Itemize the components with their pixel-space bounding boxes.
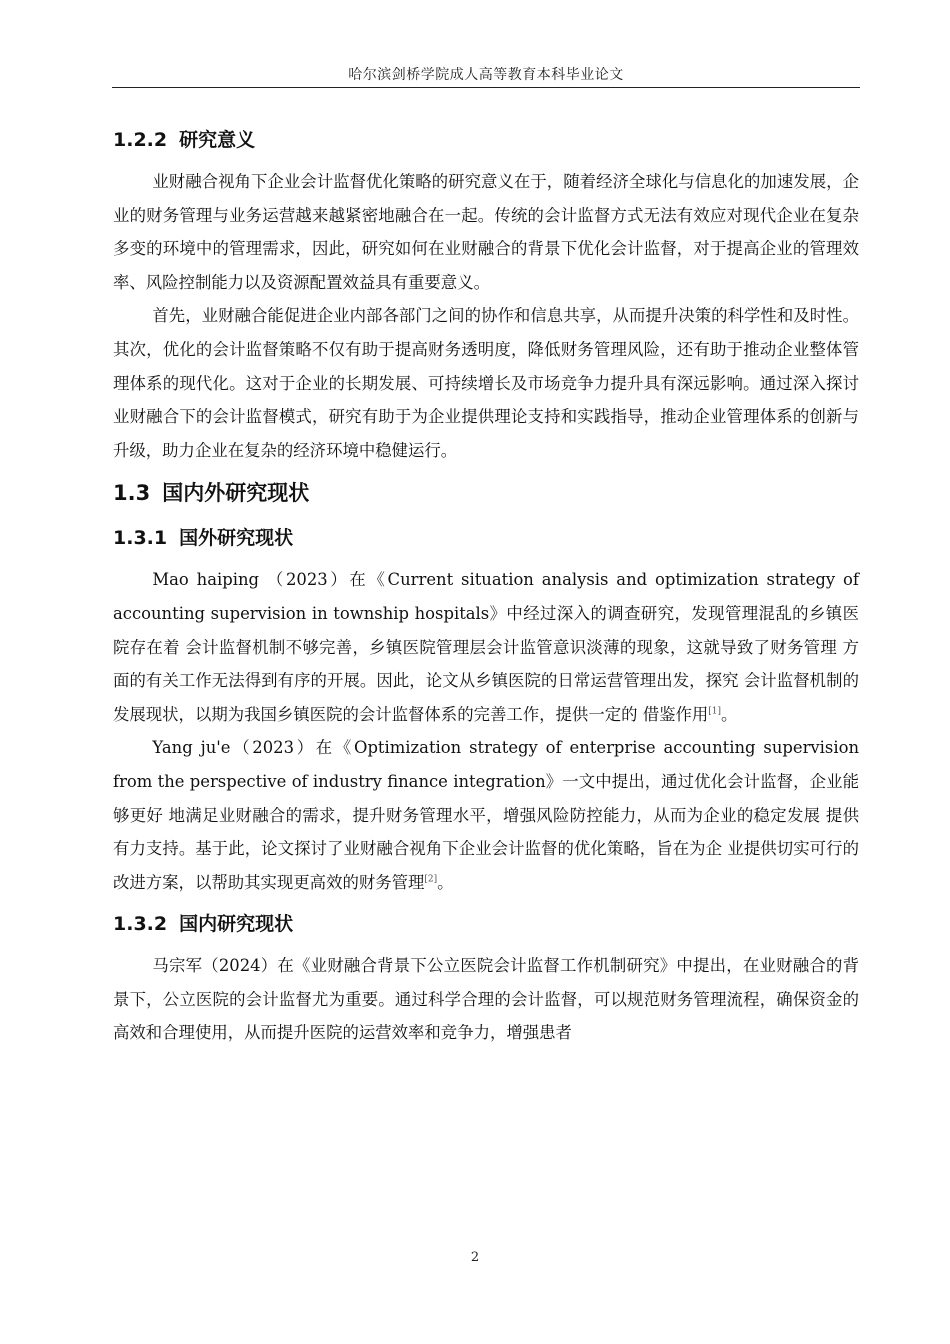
- paragraph-text: Mao haiping （2023）在《Current situation analysis and optimization strategy of accounting supervision in township hospitals》中经过深入的调查研究，发现管理混乱的乡镇医院存在着 会计监督机制不够完善，乡镇医院管理层会计监管意识淡薄的现象，这就导致了财务管理 方面的有关工作无法得到有序的开展。因此，论文从乡镇医院的日常运营管理出发，探究 会计监督机制的发展现状，以期为我国乡镇医院的会计监督体系的完善工作，提供一定的 借鉴作用: [113, 570, 859, 724]
- header-divider: [112, 87, 860, 88]
- page-number: 2: [470, 1250, 480, 1265]
- section-title: 国外研究现状: [179, 527, 294, 550]
- paragraph-end: 。: [721, 704, 738, 724]
- section-number: 1.2.2: [113, 129, 168, 151]
- paragraph: 马宗军（2024）在《业财融合背景下公立医院会计监督工作机制研究》中提出，在业财融合的背景下，公立医院的会计监督尤为重要。通过科学合理的会计监督，可以规范财务管理流程，确保资金的高效和合理使用，从而提升医院的运营效率和竞争力，增强患者: [113, 956, 859, 1043]
- section-number: 1.3.2: [113, 913, 168, 936]
- heading-1-3: [113, 473, 859, 513]
- paragraph-end: 。: [437, 872, 454, 892]
- paragraph: 业财融合视角下企业会计监督优化策略的研究意义在于，随着经济全球化与信息化的加速发展，企业的财务管理与业务运营越来越紧密地融合在一起。传统的会计监督方式无法有效应对现代企业在复杂多变的环境中的管理需求，因此，研究如何在业财融合的背景下优化会计监督，对于提高企业的管理效率、风险控制能力以及资源配置效益具有重要意义。: [113, 172, 859, 292]
- section-number: 1.3: [113, 481, 151, 506]
- section-title: 国内外研究现状: [162, 481, 310, 506]
- heading-1-2-2: [113, 121, 859, 159]
- paragraph-text: Yang ju'e（2023）在《Optimization strategy of enterprise accounting supervision from the perspective of industry finance integration》一文中提出，通过优化会计监督，企业能够更好 地满足业财融合的需求，提升财务管理水平，增强风险防控能力，从而为企业的稳定发展 提供有力支持。基于此，论文探讨了业财融合视角下企业会计监督的优化策略，旨在为企 业提供切实可行的改进方案，以帮助其实现更高效的财务管理: [113, 738, 859, 892]
- citation-ref: [2]: [424, 874, 438, 885]
- page-body: [113, 121, 859, 1050]
- section-number: 1.3.1: [113, 527, 168, 550]
- paragraph: 首先，业财融合能促进企业内部各部门之间的协作和信息共享，从而提升决策的科学性和及时性。其次，优化的会计监督策略不仅有助于提高财务透明度，降低财务管理风险，还有助于推动企业整体管理体系的现代化。这对于企业的长期发展、可持续增长及市场竞争力提升具有深远影响。通过深入探讨业财融合下的会计监督模式，研究有助于为企业提供理论支持和实践指导，推动企业管理体系的创新与升级，助力企业在复杂的经济环境中稳健运行。: [113, 306, 859, 460]
- heading-1-3-2: [113, 905, 859, 943]
- page-header: 哈尔滨剑桥学院成人高等教育本科毕业论文: [348, 67, 624, 83]
- heading-1-3-1: [113, 519, 859, 557]
- section-title: 国内研究现状: [179, 913, 294, 936]
- citation-ref: [1]: [708, 706, 722, 717]
- paragraph: [113, 563, 859, 731]
- paragraph: [113, 731, 859, 899]
- section-title: 研究意义: [179, 129, 256, 151]
